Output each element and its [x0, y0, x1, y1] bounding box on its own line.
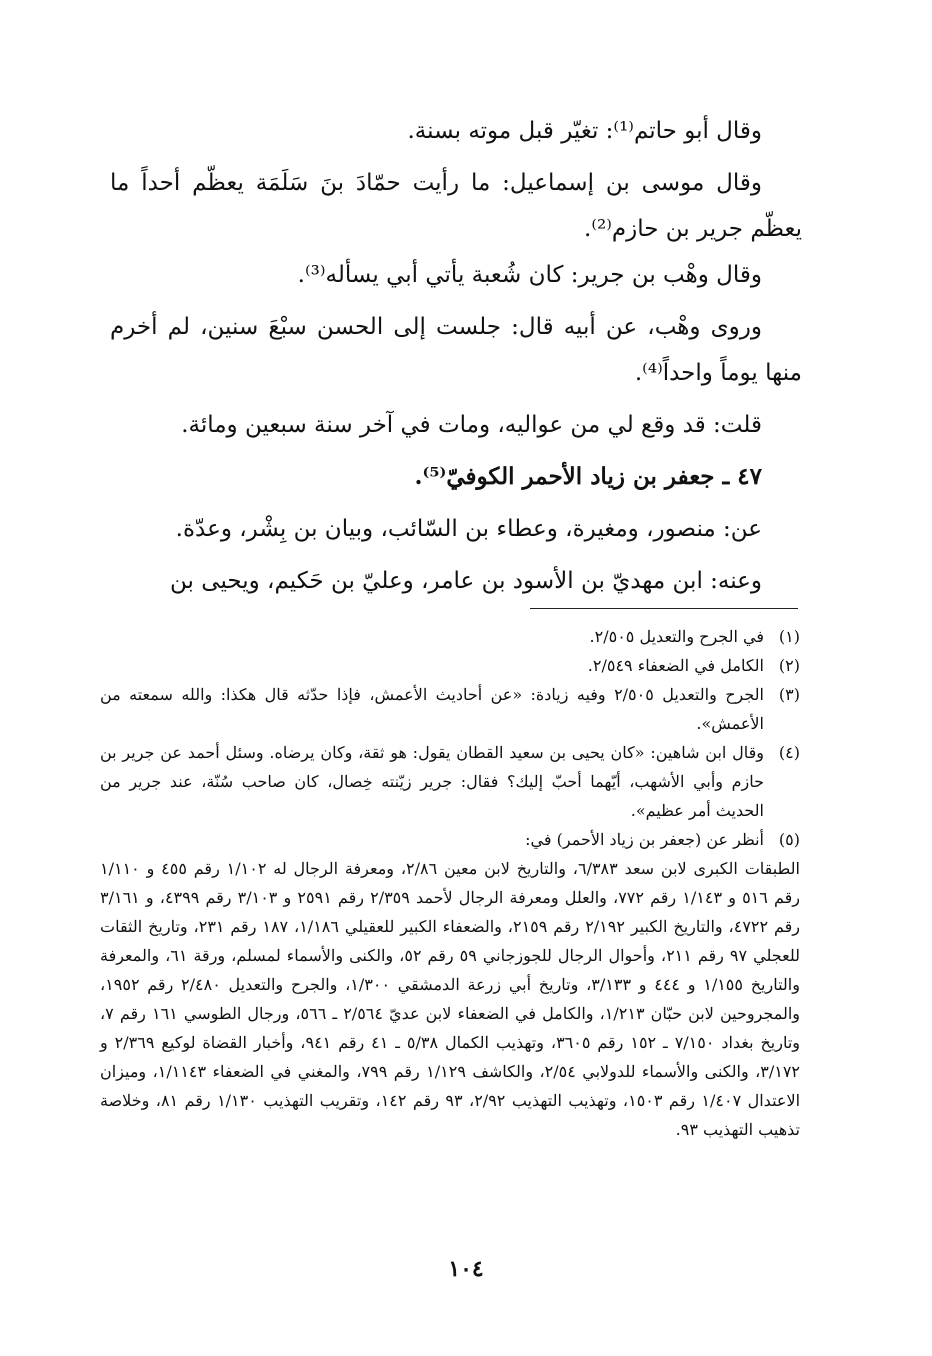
- footnote-number: (١): [778, 627, 800, 646]
- entry-heading: ٤٧ ـ جعفر بن زياد الأحمر الكوفيّ⁽⁵⁾.: [414, 463, 762, 490]
- footnote-text: أنظر عن (جعفر بن زياد الأحمر) في:: [525, 830, 764, 849]
- main-text: [110, 108, 802, 604]
- footnote-5-references: الطبقات الكبرى لابن سعد ٦/٣٨٣، والتاريخ لابن معين ٢/٨٦، ومعرفة الرجال له ١/١٠٢ رقم ٤٥٥ و ١/١١٠ رقم ٥١٦ و ١/١٤٣ رقم ٧٧٢، والعلل ومعرفة الرجال لأحمد ٢/٣٥٩ رقم ٢٥٩١ و ٣/١٠٣ رقم ٤٣٩٩، و ٣/١٦١ رقم ٤٧٢٢، والتاريخ الكبير ٢/١٩٢ رقم ٢١٥٩، والضعفاء الكبير للعقيلي ١/١٨٦، ١٨٧ رقم ٢٣١، وتاريخ الثقات للعجلي ٩٧ رقم ٢١١، وأحوال الرجال للجوزجاني ٥٩ رقم ٥٢، والكنى والأسماء لمسلم، ورقة ٦١، والمعرفة والتاريخ ١/١٥٥ و ٤٤٤ و ٣/١٣٣، وتاريخ أبي زرعة الدمشقي ١/٣٠٠، والجرح والتعديل ٢/٤٨٠ رقم ١٩٥٢، والمجروحين لابن حبّان ١/٢١٣، والكامل في الضعفاء لابن عديّ ٢/٥٦٤ ـ ٥٦٦، ورجال الطوسي ١٦١ رقم ٧، وتاريخ بغداد ٧/١٥٠ ـ ١٥٢ رقم ٣٦٠٥، وتهذيب الكمال ٥/٣٨ ـ ٤١ رقم ٩٤١، وأخبار القضاة لوكيع ٢/٣٦٩ و ٣/١٧٢، والكنى والأسماء للدولابي ٢/٥٤، والكاشف ١/١٢٩ رقم ٧٩٩، والمغني في الضعفاء ١/١١٤٣، وميزان الاعتدال ١/٤٠٧ رقم ١٥٠٣، وتهذيب التهذيب ٢/٩٢، ٩٣ رقم ١٤٢، وتقريب التهذيب ١/١٣٠ رقم ٨١، وخلاصة تذهيب التهذيب ٩٣.: [100, 859, 801, 1139]
- footnote-3: [100, 680, 800, 738]
- footnote-number: (٣): [778, 685, 800, 704]
- footnote-text: الكامل في الضعفاء ٢/٥٤٩.: [587, 656, 764, 675]
- paragraph-6: عن: منصور، ومغيرة، وعطاء بن السّائب، وبيان بن بِشْر، وعدّة.: [175, 516, 762, 542]
- footnote-number: (٥): [778, 830, 800, 849]
- footnote-4: [100, 738, 800, 825]
- footnote-number: (٢): [778, 656, 800, 675]
- paragraph-5: قلت: قد وقع لي من عواليه، ومات في آخر سنة سبعين ومائة.: [181, 412, 762, 438]
- footnote-number: (٤): [778, 743, 800, 762]
- paragraph-7: وعنه: ابن مهديّ بن الأسود بن عامر، وعليّ بن حَكيم، ويحيى بن: [170, 568, 762, 594]
- footnote-text: الجرح والتعديل ٢/٥٠٥ وفيه زيادة: «عن أحاديث الأعمش، فإذا حدّثه قال هكذا: والله سمعته من الأعمش».: [100, 685, 765, 733]
- footnote-1: [100, 622, 800, 651]
- footnote-separator: [530, 608, 798, 609]
- page-number: ١٠٤: [448, 1256, 484, 1282]
- paragraph-4: وروى وهْب، عن أبيه قال: جلست إلى الحسن سبْعَ سنين، لم أخرم منها يوماً واحداً⁽⁴⁾.: [110, 314, 802, 386]
- footnote-5: [100, 825, 800, 854]
- paragraph-1: وقال أبو حاتم⁽¹⁾: تغيّر قبل موته بسنة.: [407, 118, 762, 144]
- footnote-text: في الجرح والتعديل ٢/٥٠٥.: [589, 627, 764, 646]
- paragraph-2: وقال موسى بن إسماعيل: ما رأيت حمّادَ بنَ سَلَمَة يعظّم أحداً ما يعظّم جرير بن حازم⁽²⁾.: [110, 170, 802, 242]
- footnotes: [100, 622, 800, 1144]
- footnote-text: وقال ابن شاهين: «كان يحيى بن سعيد القطان يقول: هو ثقة، وكان يرضاه. وسئل أحمد عن جرير بن حازم وأبي الأشهب، أيّهما أحبّ إليك؟ فقال: جرير زيّنته خِصال، كان صاحب سُنّة، عند جرير من الحديث أمر عظيم».: [100, 743, 765, 820]
- footnote-2: [100, 651, 800, 680]
- paragraph-3: وقال وهْب بن جرير: كان شُعبة يأتي أبي يسأله⁽³⁾.: [297, 262, 762, 288]
